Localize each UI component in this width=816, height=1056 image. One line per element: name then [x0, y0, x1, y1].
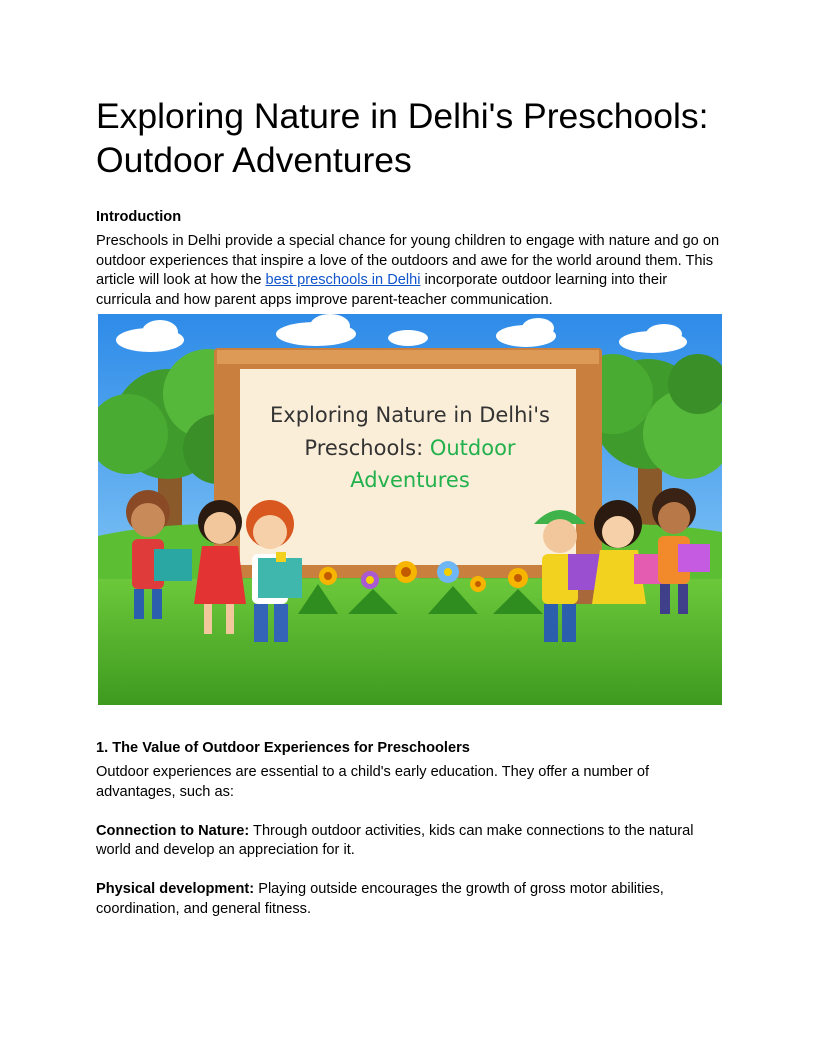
- section-1-heading: 1. The Value of Outdoor Experiences for Preschoolers: [96, 740, 470, 756]
- introduction-heading: Introduction: [96, 209, 182, 225]
- benefit-text: Through outdoor activities, kids can make connections to the natural world and develop an appreciation for it.: [96, 822, 694, 858]
- benefit-text: Playing outside encourages the growth of gross motor abilities, coordination, and general fitness.: [96, 881, 664, 917]
- introduction-paragraph: [96, 232, 720, 310]
- benefit-connection-to-nature: [96, 822, 720, 861]
- benefit-label: Physical development:: [96, 881, 255, 897]
- intro-text-before: Preschools in Delhi provide a special chance for young children to engage with nature and go on outdoor experiences that inspire a love of the outdoors and awe for the world around them. This article will look at how the: [96, 233, 720, 288]
- sign-line-3: Adventures: [350, 468, 470, 492]
- document-page: [96, 94, 720, 919]
- best-preschools-link[interactable]: best preschools in Delhi: [265, 272, 421, 288]
- sign-line-2: [304, 436, 516, 460]
- benefit-physical-development: [96, 880, 720, 919]
- sign-line-1: Exploring Nature in Delhi's: [270, 403, 550, 427]
- sign-line-2-prefix: Preschools:: [304, 436, 430, 460]
- sign-line-2-accent: Outdoor: [429, 436, 516, 460]
- intro-text-after: incorporate outdoor learning into their curricula and how parent apps improve parent-teacher communication.: [96, 272, 668, 308]
- section-1-paragraph: Outdoor experiences are essential to a child's early education. They offer a number of advantages, such as:: [96, 764, 650, 800]
- page-title: Exploring Nature in Delhi's Preschools: Outdoor Adventures: [96, 96, 709, 180]
- benefit-label: Connection to Nature:: [96, 822, 250, 839]
- hero-illustration: [98, 314, 722, 705]
- hero-illustration-svg: [98, 314, 722, 705]
